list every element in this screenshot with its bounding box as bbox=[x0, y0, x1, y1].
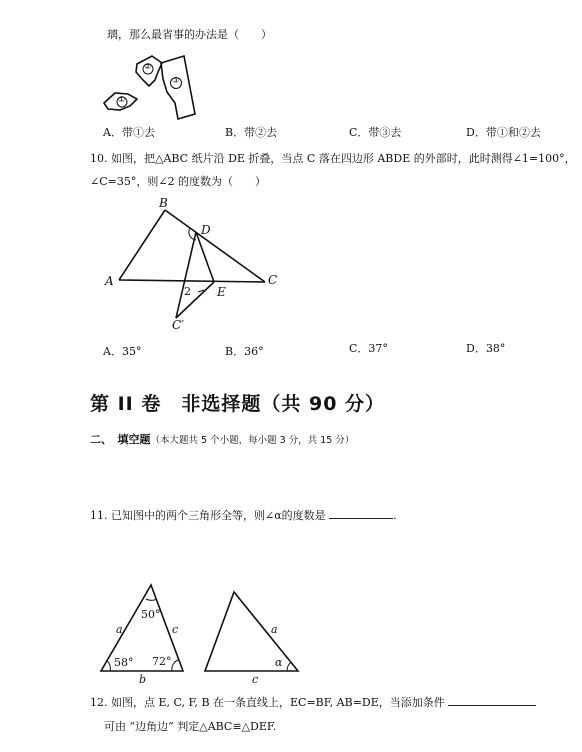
q9-option-c: C．带③去 bbox=[349, 126, 402, 139]
q12-answer-blank[interactable] bbox=[448, 695, 536, 706]
q11-end: . bbox=[393, 509, 397, 522]
section-title: 第 II 卷 非选择题（共 90 分） bbox=[90, 393, 386, 415]
left-triangle-top-angle: 50° bbox=[141, 608, 161, 621]
left-triangle-side-a: a bbox=[116, 623, 123, 636]
q10-stem-line1: 10. 如图，把△ABC 纸片沿 DE 折叠，当点 C 落在四边形 ABDE 的外部时，此时测得∠1=100°， bbox=[90, 152, 576, 165]
q10-label-c: C bbox=[268, 273, 278, 287]
q9-option-b: B．带②去 bbox=[225, 126, 278, 139]
right-triangle-side-a: a bbox=[271, 623, 278, 636]
q12-stem-line2: 可由 “边角边” 判定△ABC≌△DEF. bbox=[104, 720, 277, 733]
part-label-text: 二、 填空题 bbox=[90, 433, 151, 446]
q10-label-c-prime: C′ bbox=[172, 318, 184, 332]
q10-option-a: A．35° bbox=[103, 345, 142, 358]
q9-stem-tail: 璃，那么最省事的办法是（ ） bbox=[107, 28, 272, 41]
q12-text: 12. 如图，点 E, C, F, B 在一条直线上，EC=BF, AB=DE，当添加条件 bbox=[90, 696, 445, 709]
q9-option-d: D．带①和②去 bbox=[466, 126, 541, 139]
q10-label-e: E bbox=[217, 285, 226, 299]
q10-option-c: C．37° bbox=[349, 342, 388, 355]
left-triangle-left-angle: 58° bbox=[114, 656, 134, 669]
right-triangle-alpha-angle: α bbox=[275, 656, 283, 669]
piece-label-1: ① bbox=[118, 95, 126, 104]
q10-option-d: D．38° bbox=[466, 342, 506, 355]
q9-option-a: A．带①去 bbox=[103, 126, 155, 139]
right-triangle-side-c: c bbox=[252, 673, 259, 686]
q12-stem-line1 bbox=[90, 694, 536, 710]
q10-option-b: B．36° bbox=[225, 345, 264, 358]
piece-label-2: ② bbox=[144, 62, 152, 71]
left-triangle-side-c: c bbox=[172, 623, 179, 636]
left-triangle-side-b: b bbox=[139, 673, 147, 686]
piece-label-3: ③ bbox=[172, 76, 180, 85]
q11-text: 11. 已知图中的两个三角形全等，则∠α的度数是 bbox=[90, 509, 326, 522]
q10-label-a: A bbox=[105, 274, 114, 288]
q10-label-b: B bbox=[159, 196, 168, 210]
q10-label-d: D bbox=[201, 223, 211, 237]
q10-angle-2-label: 2 bbox=[184, 285, 191, 298]
left-triangle-right-angle: 72° bbox=[152, 655, 172, 668]
part-note: （本大题共 5 个小题，每小题 3 分，共 15 分） bbox=[150, 435, 355, 446]
q10-stem-line2: ∠C=35°，则∠2 的度数为（ ） bbox=[90, 175, 267, 188]
